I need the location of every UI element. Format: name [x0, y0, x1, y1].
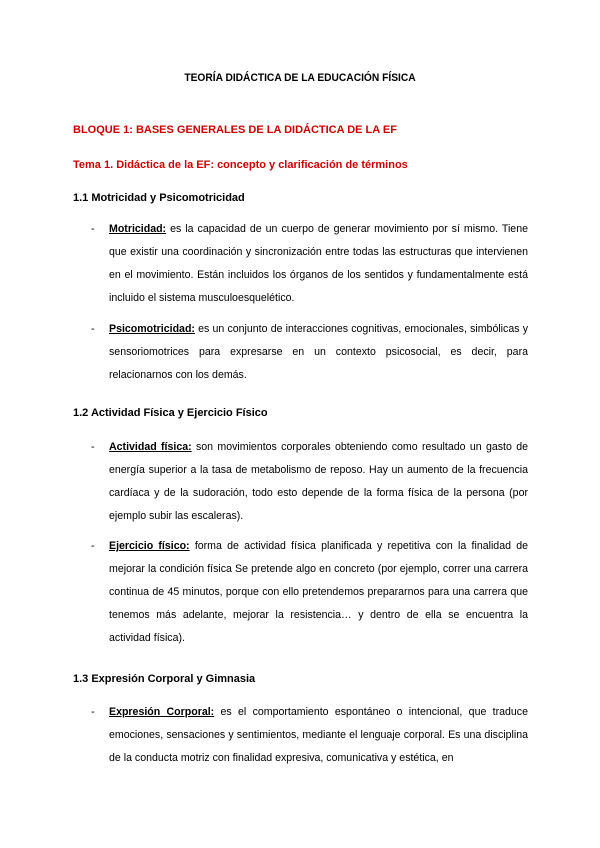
- block-heading: BLOQUE 1: BASES GENERALES DE LA DIDÁCTICA DE LA EF: [73, 124, 397, 136]
- section-heading-expresion-corporal: 1.3 Expresión Corporal y Gimnasia: [73, 673, 256, 685]
- term-label: Motricidad:: [109, 223, 167, 235]
- list-item-psicomotricidad: [91, 318, 528, 387]
- item-text: [109, 318, 528, 387]
- bullet-dash: -: [91, 441, 95, 453]
- item-text: [109, 535, 528, 650]
- bullet-dash: -: [91, 706, 95, 718]
- term-definition: es un conjunto de interacciones cognitivas, emocionales, simbólicas y sensoriomotrices para expresarse en un contexto psicosocial, es decir, para relacionarnos con los demás.: [109, 323, 528, 381]
- list-item-motricidad: [91, 218, 528, 310]
- term-definition: es el comportamiento espontáneo o intencional, que traduce emociones, sensaciones y sentimientos, mediante el lenguaje corporal. Es una disciplina de la conducta motriz con finalidad expresiva, comunicativa y estética, en: [109, 706, 528, 764]
- document-title: TEORÍA DIDÁCTICA DE LA EDUCACIÓN FÍSICA: [184, 72, 416, 84]
- term-label: Psicomotricidad:: [109, 323, 195, 335]
- section-heading-motricidad: 1.1 Motricidad y Psicomotricidad: [73, 192, 245, 204]
- item-text: [109, 436, 528, 528]
- term-definition: son movimientos corporales obteniendo como resultado un gasto de energía superior a la tasa de metabolismo de reposo. Hay un aumento de la frecuencia cardíaca y de la sudoración, todo esto depende de la forma física de la persona (por ejemplo subir las escaleras).: [109, 441, 529, 522]
- bullet-dash: -: [91, 223, 95, 235]
- bullet-dash: -: [91, 540, 95, 552]
- term-definition: forma de actividad física planificada y repetitiva con la finalidad de mejorar la condición física Se pretende algo en concreto (por ejemplo, correr una carrera continua de 45 minutos, porque con ello pretendemos prepararnos para una carrera que tenemos más adelante, mejorar la resistencia… y dentro de ella se encuentra la actividad física).: [109, 540, 528, 644]
- list-item-expresion-corporal: [91, 701, 528, 770]
- term-definition: es la capacidad de un cuerpo de generar movimiento por sí mismo. Tiene que existir una coordinación y sincronización entre todas las estructuras que intervienen en el movimiento. Están incluidos los órganos de los sentidos y fundamentalmente está incluido el sistema musculoesquelético.: [109, 223, 528, 304]
- term-label: Ejercicio físico:: [109, 540, 190, 552]
- term-label: Expresión Corporal:: [109, 706, 215, 718]
- list-item-ejercicio-fisico: [91, 535, 528, 650]
- term-label: Actividad física:: [109, 441, 192, 453]
- bullet-dash: -: [91, 323, 95, 335]
- item-text: [109, 701, 528, 770]
- section-heading-actividad-fisica: 1.2 Actividad Física y Ejercicio Físico: [73, 407, 268, 419]
- topic-heading: Tema 1. Didáctica de la EF: concepto y clarificación de términos: [73, 159, 408, 171]
- list-item-actividad-fisica: [91, 436, 528, 528]
- item-text: [109, 218, 528, 310]
